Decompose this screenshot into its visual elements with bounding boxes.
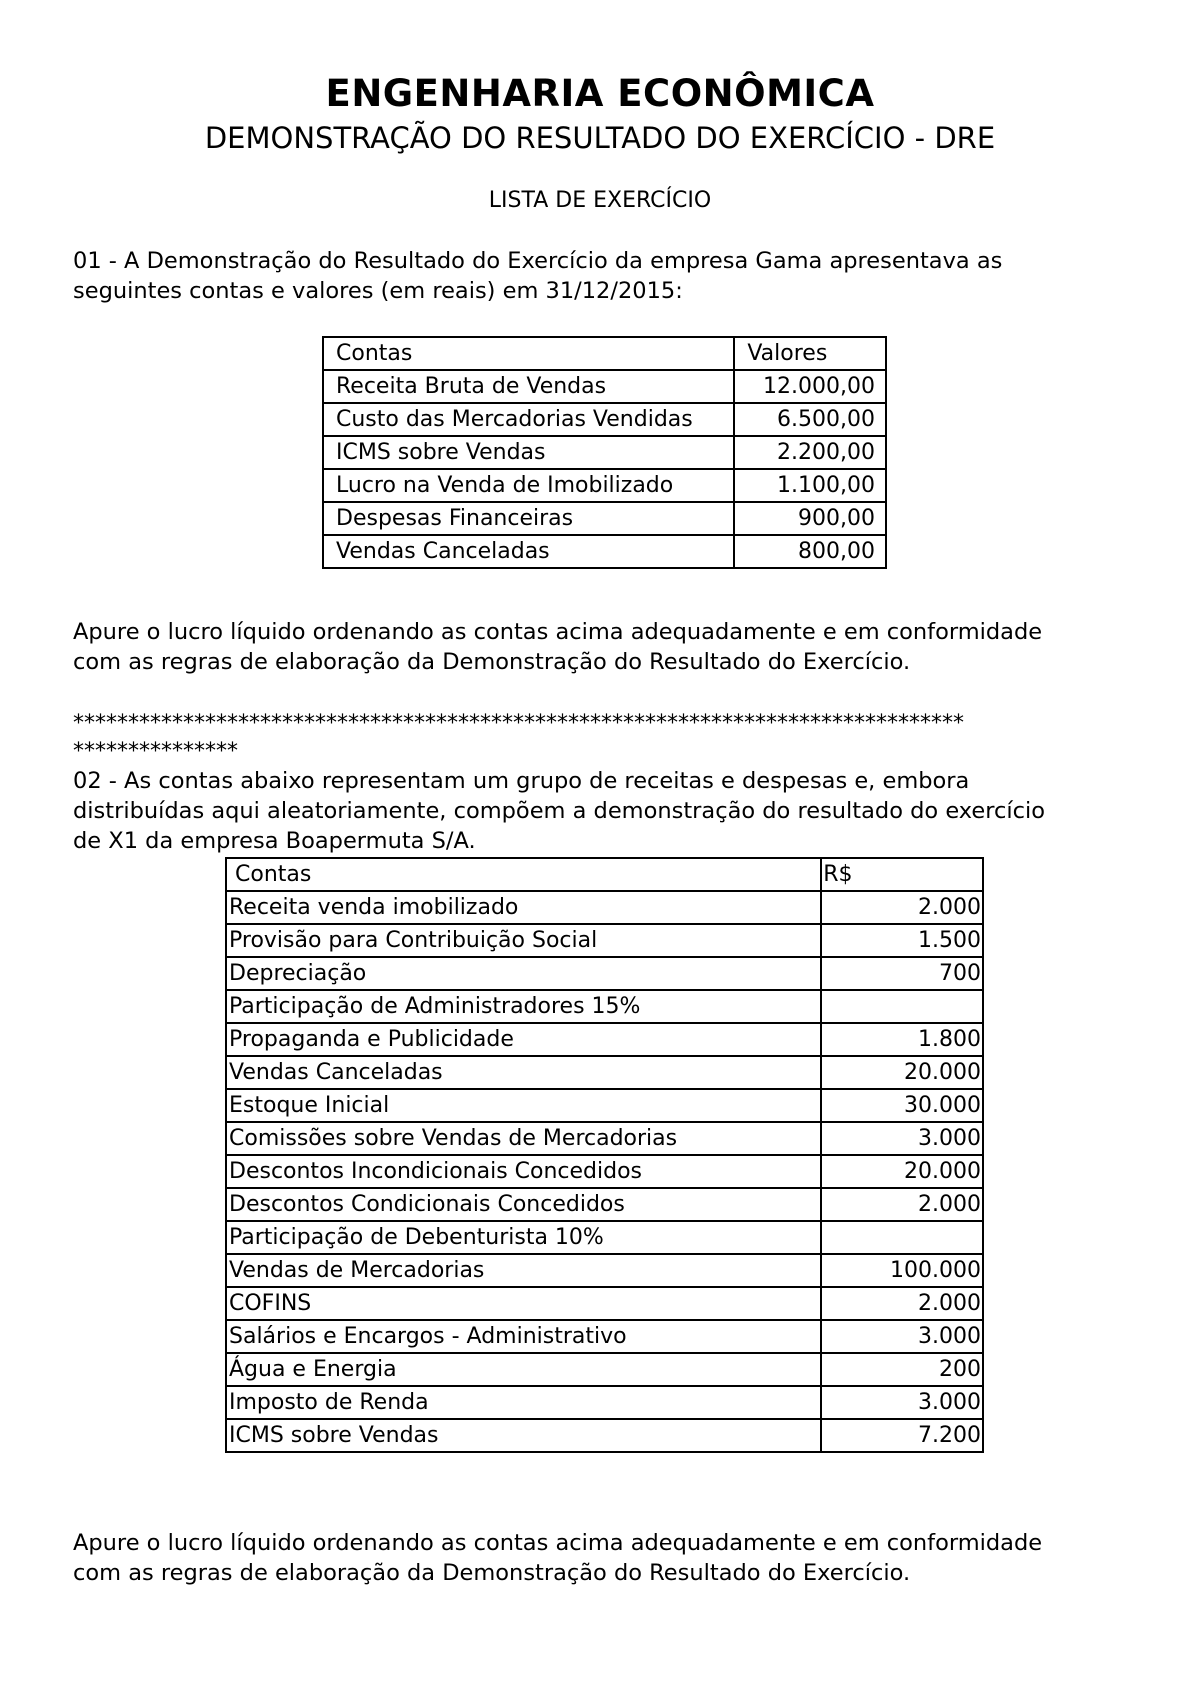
question-2-instructions-line-2: com as regras de elaboração da Demonstração do Resultado do Exercício.: [73, 1560, 911, 1586]
question-2-intro-line-3: de X1 da empresa Boapermuta S/A.: [73, 828, 476, 854]
account-value-cell: 800,00: [734, 535, 886, 568]
question-1-table: [322, 336, 887, 569]
account-name-cell: Receita Bruta de Vendas: [323, 370, 734, 403]
table-row: [226, 891, 983, 924]
account-name-cell: Lucro na Venda de Imobilizado: [323, 469, 734, 502]
table-row: [323, 535, 886, 568]
account-name-cell: Descontos Incondicionais Concedidos: [226, 1155, 821, 1188]
question-2-intro-line-2: distribuídas aqui aleatoriamente, compõem a demonstração do resultado do exercício: [73, 798, 1045, 824]
account-name-cell: Participação de Debenturista 10%: [226, 1221, 821, 1254]
separator: [73, 710, 1153, 766]
table-row: [323, 370, 886, 403]
account-value-cell: 3.000: [821, 1122, 983, 1155]
table-row: [226, 990, 983, 1023]
question-2-intro: [73, 766, 1153, 856]
account-value-cell: 100.000: [821, 1254, 983, 1287]
account-name-cell: Comissões sobre Vendas de Mercadorias: [226, 1122, 821, 1155]
account-name-cell: Participação de Administradores 15%: [226, 990, 821, 1023]
table-row: [226, 1188, 983, 1221]
table-row: [226, 1122, 983, 1155]
table-row: [323, 403, 886, 436]
question-2-instructions: [73, 1528, 1153, 1588]
account-name-cell: Imposto de Renda: [226, 1386, 821, 1419]
account-name-cell: Custo das Mercadorias Vendidas: [323, 403, 734, 436]
account-value-cell: 2.000: [821, 891, 983, 924]
document-title: ENGENHARIA ECONÔMICA: [325, 72, 875, 115]
account-value-cell: 20.000: [821, 1056, 983, 1089]
table-header-row: [226, 858, 983, 891]
table-row: [323, 436, 886, 469]
account-value-cell: 3.000: [821, 1320, 983, 1353]
table-row: [226, 1419, 983, 1452]
column-header-contas: Contas: [226, 858, 821, 891]
separator-line-1: *********************************************************************************: [73, 711, 964, 736]
account-value-cell: 3.000: [821, 1386, 983, 1419]
account-value-cell: 2.200,00: [734, 436, 886, 469]
question-1-intro-line-2: seguintes contas e valores (em reais) em 31/12/2015:: [73, 278, 683, 304]
column-header-valores: Valores: [734, 337, 886, 370]
question-2-table: [225, 857, 984, 1453]
question-2-intro-line-1: 02 - As contas abaixo representam um grupo de receitas e despesas e, embora: [73, 768, 970, 794]
account-name-cell: Propaganda e Publicidade: [226, 1023, 821, 1056]
table-row: [226, 957, 983, 990]
account-name-cell: ICMS sobre Vendas: [323, 436, 734, 469]
table-row: [226, 1221, 983, 1254]
question-1-instructions-line-2: com as regras de elaboração da Demonstração do Resultado do Exercício.: [73, 649, 911, 675]
account-name-cell: Salários e Encargos - Administrativo: [226, 1320, 821, 1353]
account-value-cell: 6.500,00: [734, 403, 886, 436]
account-name-cell: COFINS: [226, 1287, 821, 1320]
question-1-intro-line-1: 01 - A Demonstração do Resultado do Exercício da empresa Gama apresentava as: [73, 248, 1003, 274]
document-subtitle: DEMONSTRAÇÃO DO RESULTADO DO EXERCÍCIO - DRE: [204, 121, 996, 155]
table-row: [226, 1023, 983, 1056]
table-row: [226, 1254, 983, 1287]
account-name-cell: Provisão para Contribuição Social: [226, 924, 821, 957]
column-header-contas: Contas: [323, 337, 734, 370]
table-row: [226, 1089, 983, 1122]
account-value-cell: 2.000: [821, 1287, 983, 1320]
account-name-cell: Vendas Canceladas: [226, 1056, 821, 1089]
account-value-cell: [821, 990, 983, 1023]
account-name-cell: ICMS sobre Vendas: [226, 1419, 821, 1452]
question-2-instructions-line-1: Apure o lucro líquido ordenando as contas acima adequadamente e em conformidade: [73, 1530, 1043, 1556]
account-name-cell: Vendas de Mercadorias: [226, 1254, 821, 1287]
column-header-rs: R$: [821, 858, 983, 891]
account-value-cell: 1.800: [821, 1023, 983, 1056]
table-row: [226, 1155, 983, 1188]
account-value-cell: [821, 1221, 983, 1254]
table-row: [323, 469, 886, 502]
account-value-cell: 20.000: [821, 1155, 983, 1188]
list-title: LISTA DE EXERCÍCIO: [488, 188, 712, 213]
account-name-cell: Depreciação: [226, 957, 821, 990]
account-value-cell: 2.000: [821, 1188, 983, 1221]
table-row: [226, 924, 983, 957]
table-row: [226, 1320, 983, 1353]
account-name-cell: Descontos Condicionais Concedidos: [226, 1188, 821, 1221]
table-row: [323, 502, 886, 535]
account-name-cell: Receita venda imobilizado: [226, 891, 821, 924]
account-value-cell: 12.000,00: [734, 370, 886, 403]
account-value-cell: 900,00: [734, 502, 886, 535]
question-1-instructions-line-1: Apure o lucro líquido ordenando as contas acima adequadamente e em conformidade: [73, 619, 1043, 645]
separator-line-2: ***************: [73, 739, 238, 764]
question-1-intro: [73, 246, 1153, 306]
account-name-cell: Estoque Inicial: [226, 1089, 821, 1122]
account-name-cell: Despesas Financeiras: [323, 502, 734, 535]
table-row: [226, 1287, 983, 1320]
account-value-cell: 1.500: [821, 924, 983, 957]
account-value-cell: 30.000: [821, 1089, 983, 1122]
account-name-cell: Vendas Canceladas: [323, 535, 734, 568]
account-name-cell: Água e Energia: [226, 1353, 821, 1386]
table-row: [226, 1056, 983, 1089]
table-row: [226, 1353, 983, 1386]
account-value-cell: 700: [821, 957, 983, 990]
account-value-cell: 7.200: [821, 1419, 983, 1452]
table-row: [226, 1386, 983, 1419]
account-value-cell: 1.100,00: [734, 469, 886, 502]
account-value-cell: 200: [821, 1353, 983, 1386]
question-1-instructions: [73, 617, 1153, 677]
table-header-row: [323, 337, 886, 370]
